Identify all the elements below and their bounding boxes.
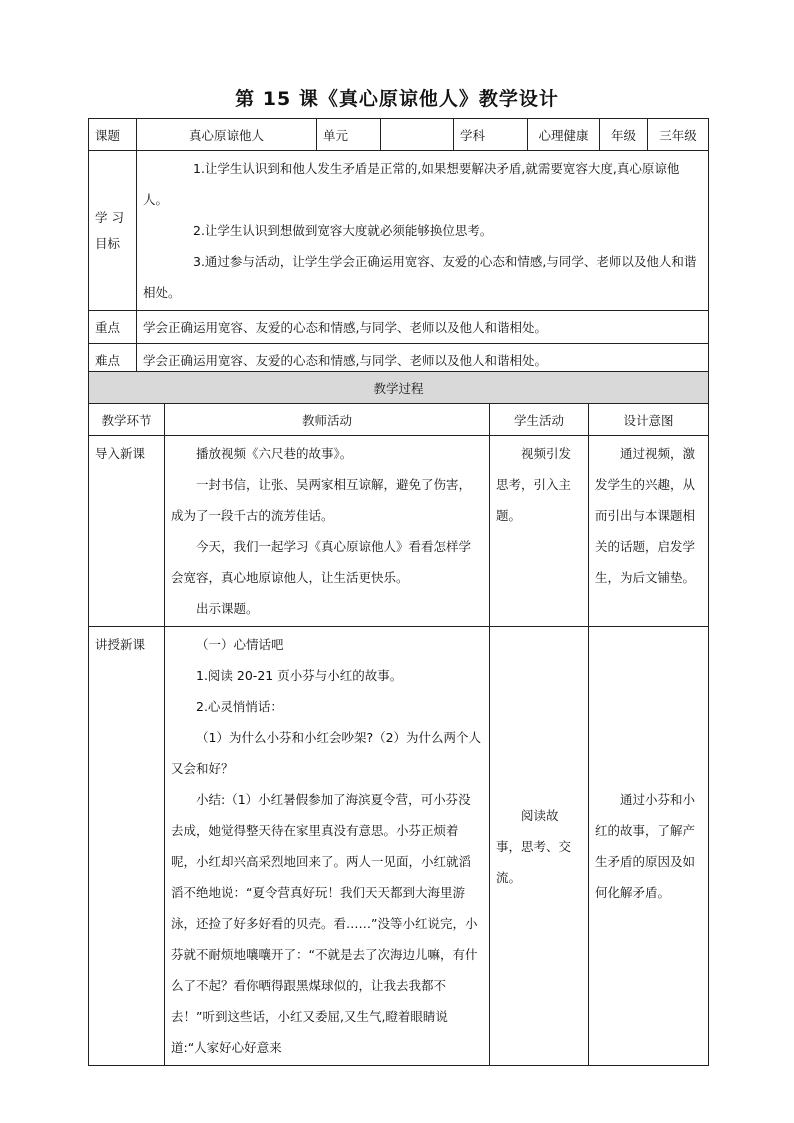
unit-value bbox=[381, 119, 454, 151]
objective-item: 1.让学生认识到和他人发生矛盾是正常的,如果想要解决矛盾,就需要宽容大度,真心原谅他人。 bbox=[143, 161, 680, 207]
difficulty-label: 难点 bbox=[89, 344, 137, 377]
subject-label: 学科 bbox=[454, 119, 528, 151]
difficulty-text: 学会正确运用宽容、友爱的心态和情感,与同学、老师以及他人和谐相处。 bbox=[137, 344, 709, 377]
stage-cell: 讲授新课 bbox=[89, 627, 165, 1066]
objective-item: 2.让学生认识到想做到宽容大度就必须能够换位思考。 bbox=[193, 223, 493, 238]
teacher-paragraph: 播放视频《六尺巷的故事》。 bbox=[196, 446, 353, 461]
topic-label: 课题 bbox=[89, 119, 137, 151]
teacher-paragraph: （一）心情话吧 bbox=[196, 637, 284, 652]
objectives-content bbox=[137, 151, 709, 311]
subject-value: 心理健康 bbox=[528, 119, 600, 151]
teacher-paragraph: 一封书信，让张、吴两家相互谅解，避免了伤害，成为了一段千古的流芳佳话。 bbox=[171, 477, 472, 523]
teacher-paragraph: 1.阅读 20-21 页小芬与小红的故事。 bbox=[196, 668, 403, 683]
column-header: 教师活动 bbox=[165, 404, 490, 436]
objectives-label-1: 学 习 bbox=[95, 209, 124, 225]
info-table bbox=[88, 118, 709, 377]
process-table bbox=[88, 371, 709, 1066]
topic-value: 真心原谅他人 bbox=[137, 119, 317, 151]
teacher-paragraph: （1）为什么小芬和小红会吵架?（2）为什么两个人又会和好？ bbox=[171, 730, 482, 776]
grade-value: 三年级 bbox=[648, 119, 709, 151]
stage-cell: 导入新课 bbox=[89, 436, 165, 627]
teacher-paragraph: 出示课题。 bbox=[196, 601, 259, 616]
key-point-label: 重点 bbox=[89, 311, 137, 344]
design-cell: 通过视频，激发学生的兴趣，从而引出与本课题相关的话题，启发学生，为后文铺垫。 bbox=[589, 436, 709, 627]
info-row bbox=[89, 119, 709, 151]
table-row bbox=[89, 627, 709, 1066]
objective-item: 3.通过参与活动，让学生学会正确运用宽容、友爱的心态和情感,与同学、老师以及他人和谐相处。 bbox=[143, 254, 697, 300]
table-row bbox=[89, 436, 709, 627]
process-header: 教学过程 bbox=[89, 372, 709, 404]
column-header: 教学环节 bbox=[89, 404, 165, 436]
unit-label: 单元 bbox=[317, 119, 381, 151]
design-cell: 通过小芬和小红的故事，了解产生矛盾的原因及如何化解矛盾。 bbox=[589, 627, 709, 1066]
teacher-paragraph: 2.心灵悄悄话： bbox=[196, 699, 283, 714]
teacher-paragraph: 小结:（1）小红暑假参加了海滨夏令营，可小芬没去成，她觉得整天待在家里真没有意思。小芬正烦着呢，小红却兴高采烈地回来了。两人一见面，小红就滔滔不绝地说：“夏令营真好玩！我们天天都到大海里游泳，还捡了好多好看的贝壳。看……”没等小红说完，小芬就不耐烦地嚷嚷开了：“不就是去了次海边儿嘛，有什么了不起？看你晒得跟黑煤球似的，让我去我都不去！”听到这些话，小红又委屈,又生气,瞪着眼睛说道:“人家好心好意来 bbox=[171, 792, 478, 1055]
objectives-label-2: 目标 bbox=[95, 235, 121, 251]
teacher-paragraph: 今天，我们一起学习《真心原谅他人》看看怎样学会宽容，真心地原谅他人，让生活更快乐。 bbox=[171, 539, 472, 585]
student-cell: 阅读故事，思考、交流。 bbox=[490, 627, 589, 1066]
key-point-text: 学会正确运用宽容、友爱的心态和情感,与同学、老师以及他人和谐相处。 bbox=[137, 311, 709, 344]
student-cell: 视频引发思考，引入主题。 bbox=[490, 436, 589, 627]
grade-label: 年级 bbox=[600, 119, 648, 151]
objectives-row bbox=[89, 151, 709, 311]
process-columns bbox=[89, 404, 709, 436]
key-point-row bbox=[89, 311, 709, 344]
teacher-cell bbox=[165, 627, 490, 1066]
column-header: 学生活动 bbox=[490, 404, 589, 436]
teacher-cell bbox=[165, 436, 490, 627]
column-header: 设计意图 bbox=[589, 404, 709, 436]
page-title: 第 15 课《真心原谅他人》教学设计 bbox=[235, 88, 559, 110]
